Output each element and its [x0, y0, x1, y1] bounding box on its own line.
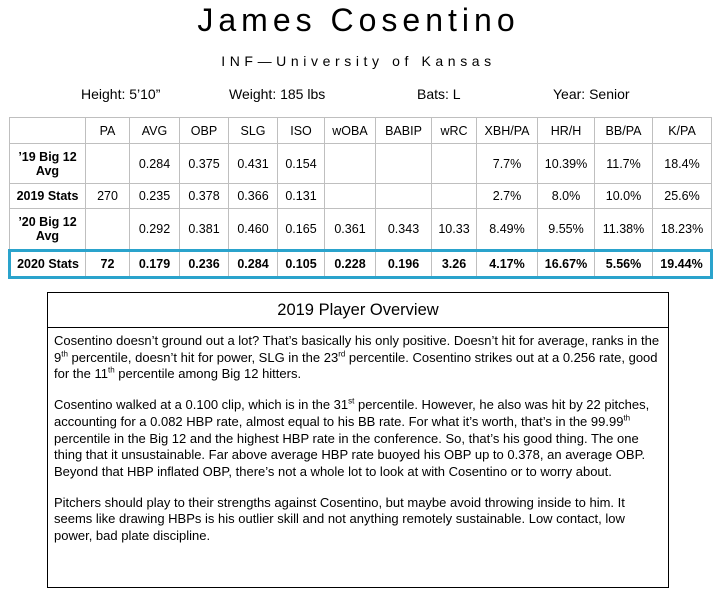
table-cell: 7.7% [477, 144, 538, 184]
header-cell: PA [86, 118, 130, 144]
table-cell: 10.33 [432, 209, 477, 251]
year-info: Year: Senior [553, 86, 630, 102]
overview-paragraph-1: Cosentino doesn’t ground out a lot? That’s basically his only positive. Doesn’t hit for average, ranks in the 9th percentile, doesn’t hit for power, SLG in the 23rd percentile. Cosentino strikes out at a 0.256 rate, good for the 11th percentile among Big 12 hitters. [54, 333, 660, 382]
table-row [10, 144, 712, 184]
table-cell: 0.165 [278, 209, 325, 251]
table-cell: 8.49% [477, 209, 538, 251]
table-cell [432, 144, 477, 184]
table-row [10, 184, 712, 209]
bats-info: Bats: L [417, 86, 461, 102]
table-cell: 8.0% [538, 184, 595, 209]
table-cell: 18.4% [653, 144, 712, 184]
table-cell: 4.17% [477, 251, 538, 278]
header-cell: HR/H [538, 118, 595, 144]
table-cell: 2.7% [477, 184, 538, 209]
weight-info: Weight: 185 lbs [229, 86, 326, 102]
table-cell: 5.56% [595, 251, 653, 278]
overview-body [48, 328, 668, 545]
table-cell: 0.343 [376, 209, 432, 251]
table-cell: 0.292 [130, 209, 180, 251]
table-cell: 0.284 [229, 251, 278, 278]
player-overview-box [47, 292, 669, 588]
table-cell: 0.378 [180, 184, 229, 209]
header-cell: SLG [229, 118, 278, 144]
header-cell: K/PA [653, 118, 712, 144]
row-label: ’19 Big 12 Avg [10, 144, 86, 184]
table-cell: 19.44% [653, 251, 712, 278]
height-info: Height: 5’10” [81, 86, 161, 102]
table-cell [325, 144, 376, 184]
table-cell: 0.375 [180, 144, 229, 184]
table-cell: 9.55% [538, 209, 595, 251]
header-cell: wOBA [325, 118, 376, 144]
table-cell: 0.460 [229, 209, 278, 251]
table-cell [86, 144, 130, 184]
overview-paragraph-2: Cosentino walked at a 0.100 clip, which is in the 31st percentile. However, he also was hit by 22 pitches, accounting for a 0.082 HBP rate, almost equal to his BB rate. For what it’s worth, that’s in the 99.99th percentile in the Big 12 and the highest HBP rate in the conference. So, that’s his good thing. The one thing that it unsustainable. Far above average HBP rate buoyed his OBP up to 0.378, an average OBP. Beyond that HBP inflated OBP, there’s not a whole lot to look at with Cosentino or to worry about. [54, 396, 650, 479]
overview-title: 2019 Player Overview [48, 293, 668, 328]
table-cell: 10.0% [595, 184, 653, 209]
table-cell: 0.381 [180, 209, 229, 251]
table-cell: 0.196 [376, 251, 432, 278]
table-cell: 0.431 [229, 144, 278, 184]
row-label: ’20 Big 12 Avg [10, 209, 86, 251]
header-cell: AVG [130, 118, 180, 144]
table-cell: 0.284 [130, 144, 180, 184]
table-row-highlighted [10, 251, 712, 278]
header-cell: wRC [432, 118, 477, 144]
table-cell [86, 209, 130, 251]
header-cell: XBH/PA [477, 118, 538, 144]
stats-table [8, 117, 713, 279]
table-cell: 0.228 [325, 251, 376, 278]
table-header-row [10, 118, 712, 144]
header-cell: OBP [180, 118, 229, 144]
table-cell [376, 144, 432, 184]
table-cell: 270 [86, 184, 130, 209]
table-cell: 0.236 [180, 251, 229, 278]
table-cell: 16.67% [538, 251, 595, 278]
table-cell: 0.154 [278, 144, 325, 184]
table-cell: 11.7% [595, 144, 653, 184]
table-cell: 0.366 [229, 184, 278, 209]
player-subtitle: INF—University of Kansas [221, 53, 496, 69]
header-cell [10, 118, 86, 144]
player-name: James Cosentino [197, 2, 520, 38]
table-cell: 0.235 [130, 184, 180, 209]
table-cell: 3.26 [432, 251, 477, 278]
table-cell [325, 184, 376, 209]
header-cell: BABIP [376, 118, 432, 144]
row-label: 2019 Stats [10, 184, 86, 209]
table-cell: 0.361 [325, 209, 376, 251]
header-cell: ISO [278, 118, 325, 144]
row-label: 2020 Stats [10, 251, 86, 278]
table-cell: 0.131 [278, 184, 325, 209]
table-cell: 72 [86, 251, 130, 278]
overview-paragraph-3: Pitchers should play to their strengths against Cosentino, but maybe avoid throwing inside to him. It seems like drawing HBPs is his outlier skill and not anything remotely sustainable. Low contact, low power, bad plate discipline. [54, 494, 625, 544]
table-cell: 10.39% [538, 144, 595, 184]
table-cell: 0.105 [278, 251, 325, 278]
table-cell: 11.38% [595, 209, 653, 251]
table-cell: 0.179 [130, 251, 180, 278]
table-cell [376, 184, 432, 209]
header-cell: BB/PA [595, 118, 653, 144]
table-cell [432, 184, 477, 209]
table-cell: 18.23% [653, 209, 712, 251]
table-row [10, 209, 712, 251]
table-cell: 25.6% [653, 184, 712, 209]
